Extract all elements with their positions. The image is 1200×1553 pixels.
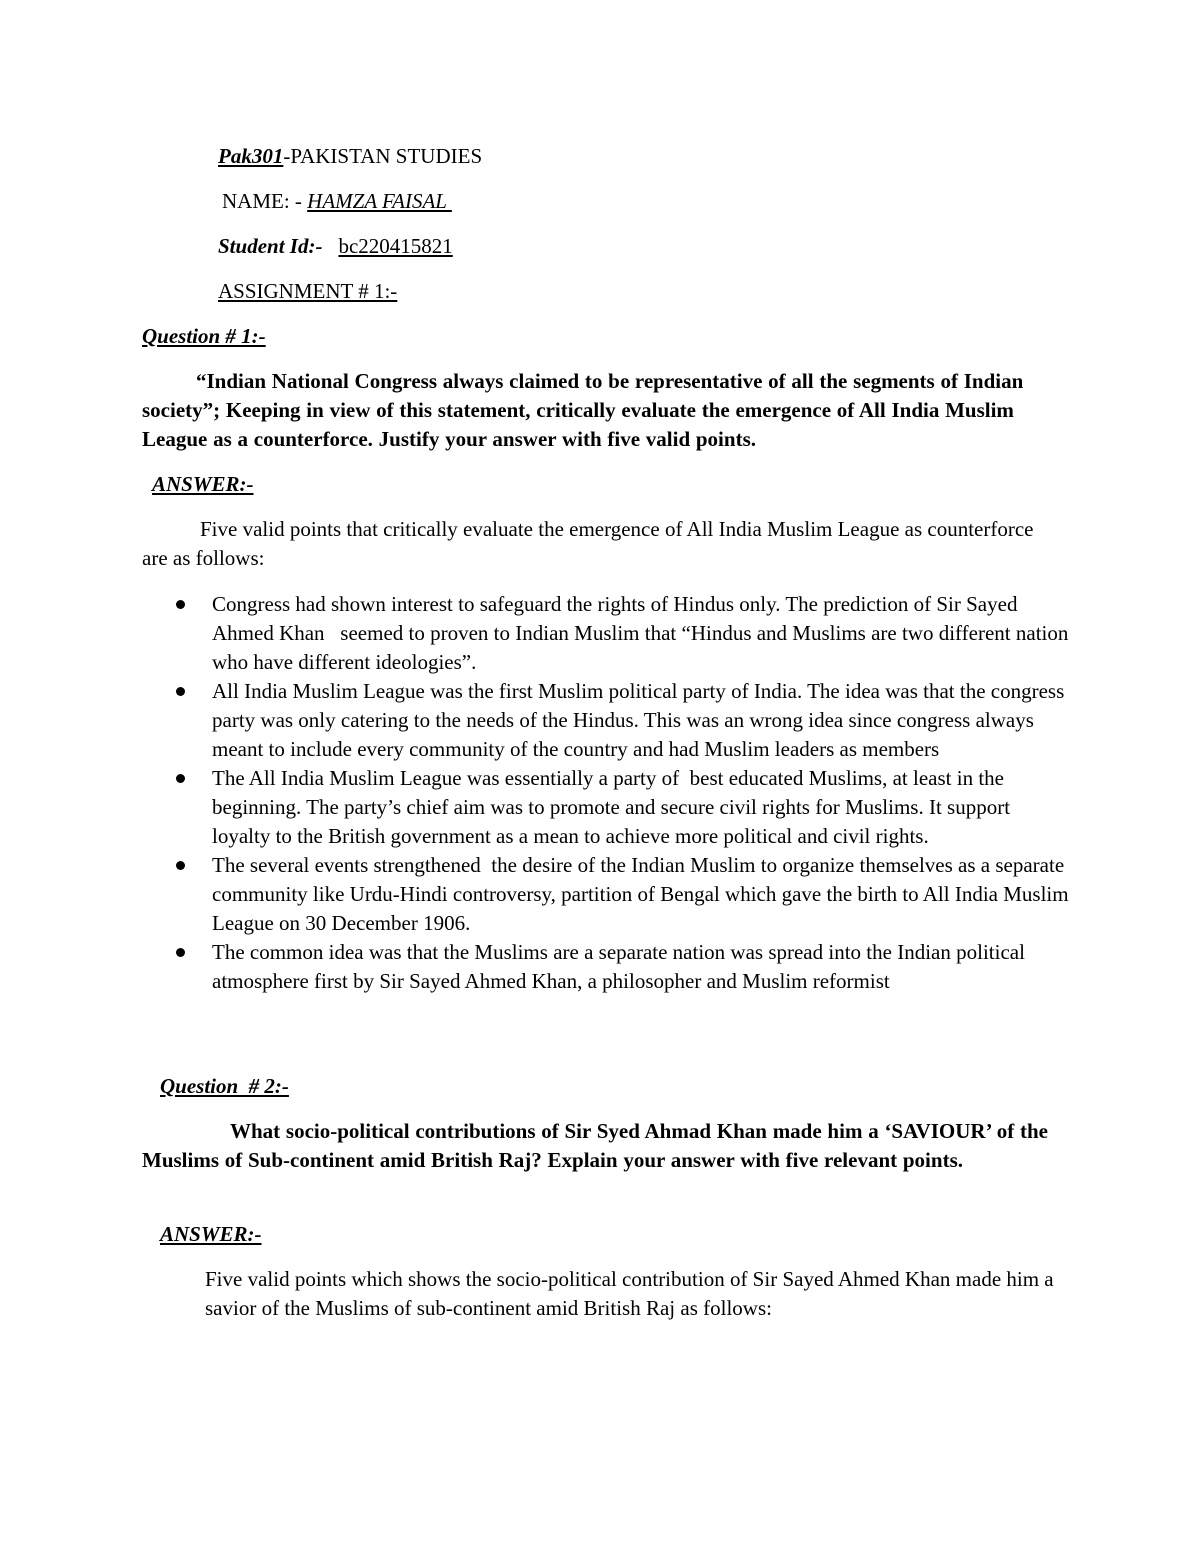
list-item (172, 938, 1072, 996)
answer-1-intro: Five valid points that critically evaluate the emergence of All India Muslim League as counterforce are as follows: (142, 517, 1034, 570)
list-item (172, 764, 1072, 851)
list-item-text: The All India Muslim League was essentially a party of best educated Muslims, at least in the beginning. The party’s chief aim was to promote and secure civil rights for Muslims. It support loyalty to the British government as a mean to achieve more political and civil rights. (212, 766, 1016, 848)
course-line (218, 146, 482, 167)
bullet-icon (176, 687, 185, 696)
list-item (172, 851, 1072, 938)
bullet-icon (176, 948, 185, 957)
bullet-icon (176, 861, 185, 870)
list-item-text: The common idea was that the Muslims are a separate nation was spread into the Indian political atmosphere first by Sir Sayed Ahmed Khan, a philosopher and Muslim reformist (212, 940, 1025, 993)
name-value: HAMZA FAISAL (307, 189, 452, 213)
question-1-heading: Question # 1:- (142, 324, 266, 348)
answer-2-heading: ANSWER:- (160, 1222, 262, 1246)
question-2-heading: Question # 2:- (160, 1074, 289, 1098)
assignment-label: ASSIGNMENT # 1:- (218, 279, 398, 303)
list-item-text: All India Muslim League was the first Muslim political party of India. The idea was that the congress party was only catering to the needs of the Hindus. This was an wrong idea since congress always meant to include every community of the country and had Muslim leaders as members (212, 679, 1065, 761)
course-title: -PAKISTAN STUDIES (283, 144, 483, 168)
list-item (172, 677, 1072, 764)
course-code: Pak301 (218, 144, 284, 168)
name-label: NAME: - (222, 189, 308, 213)
bullet-icon (176, 600, 185, 609)
list-item (172, 590, 1072, 677)
name-line (222, 191, 452, 212)
student-id-label: Student Id:- (218, 234, 323, 258)
list-item-text: Congress had shown interest to safeguard the rights of Hindus only. The prediction of Sir Sayed Ahmed Khan seemed to proven to Indian Muslim that “Hindus and Muslims are two different nation who have different ideologies”. (212, 592, 1074, 674)
question-1-text: “Indian National Congress always claimed to be representative of all the segments of Indian society”; Keeping in view of this statement, critically evaluate the emergence of All India Muslim League as a counterforce. Justify your answer with five valid points. (142, 369, 1024, 451)
answer-2-intro: Five valid points which shows the socio-political contribution of Sir Sayed Ahmed Khan made him a savior of the Muslims of sub-continent amid British Raj as follows: (205, 1267, 1054, 1320)
answer-1-points (172, 590, 1072, 996)
list-item-text: The several events strengthened the desire of the Indian Muslim to organize themselves as a separate community like Urdu-Hindi controversy, partition of Bengal which gave the birth to All India Muslim League on 30 December 1906. (212, 853, 1074, 935)
student-id-line (218, 236, 453, 257)
question-2-text: What socio-political contributions of Sir Syed Ahmad Khan made him a ‘SAVIOUR’ of the Muslims of Sub-continent amid British Raj? Explain your answer with five relevant points. (142, 1119, 1048, 1172)
student-id-value: bc220415821 (338, 234, 453, 258)
bullet-icon (176, 774, 185, 783)
answer-1-heading: ANSWER:- (152, 472, 254, 496)
